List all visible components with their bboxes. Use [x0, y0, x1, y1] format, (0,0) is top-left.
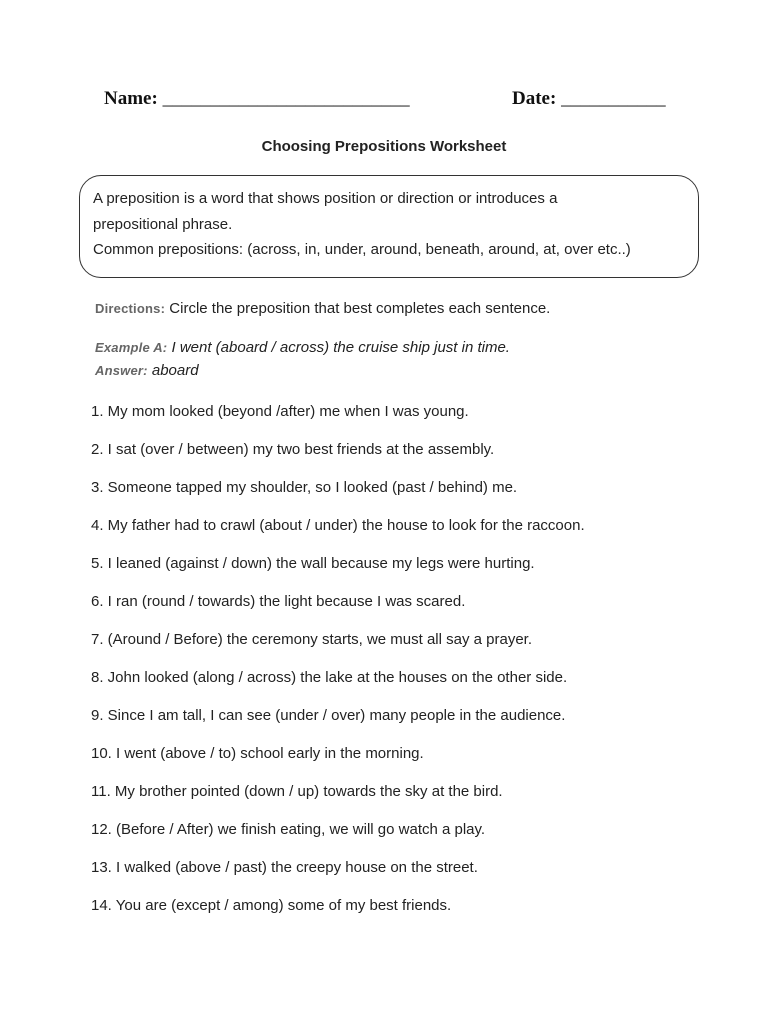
question-item: 6. I ran (round / towards) the light because I was scared. [91, 593, 466, 610]
definition-box [79, 175, 699, 278]
question-item: 8. John looked (along / across) the lake at the houses on the other side. [91, 669, 568, 686]
example-answer [95, 362, 199, 379]
question-item: 14. You are (except / among) some of my best friends. [91, 897, 452, 914]
question-list [91, 401, 585, 933]
question-item: 5. I leaned (against / down) the wall because my legs were hurting. [91, 555, 535, 572]
worksheet-title: Choosing Prepositions Worksheet [261, 138, 507, 155]
example [95, 339, 510, 356]
definition-line-2: prepositional phrase. [93, 215, 233, 233]
example-label: Example A: [95, 340, 168, 355]
question-item: 1. My mom looked (beyond /after) me when I was young. [91, 403, 469, 420]
directions [95, 300, 550, 317]
question-item: 3. Someone tapped my shoulder, so I looked (past / behind) me. [91, 479, 518, 496]
directions-text: Circle the preposition that best completes each sentence. [169, 300, 551, 317]
question-item: 10. I went (above / to) school early in the morning. [91, 745, 424, 762]
question-item: 11. My brother pointed (down / up) towards the sky at the bird. [91, 783, 503, 800]
name-label: Name: [104, 88, 158, 109]
definition-line-3: Common prepositions: (across, in, under, around, beneath, around, at, over etc..) [93, 241, 631, 258]
directions-label: Directions: [95, 301, 166, 316]
question-item: 13. I walked (above / past) the creepy house on the street. [91, 859, 478, 876]
question-item: 7. (Around / Before) the ceremony starts, we must all say a prayer. [91, 631, 533, 648]
question-item: 12. (Before / After) we finish eating, we will go watch a play. [91, 821, 486, 838]
answer-label: Answer: [95, 363, 148, 378]
definition-line-1: A preposition is a word that shows position or direction or introduces a [93, 190, 558, 207]
date-blank-line: ___________ [561, 88, 666, 109]
question-item: 2. I sat (over / between) my two best friends at the assembly. [91, 441, 495, 458]
answer-text: aboard [151, 362, 199, 379]
example-text: I went (aboard / across) the cruise ship just in time. [171, 339, 510, 356]
date-label: Date: [512, 88, 557, 109]
name-blank-line: __________________________ [162, 88, 410, 109]
question-item: 9. Since I am tall, I can see (under / over) many people in the audience. [91, 707, 566, 724]
question-item: 4. My father had to crawl (about / under) the house to look for the raccoon. [91, 517, 585, 534]
date-field [512, 88, 666, 110]
name-field [104, 88, 410, 110]
